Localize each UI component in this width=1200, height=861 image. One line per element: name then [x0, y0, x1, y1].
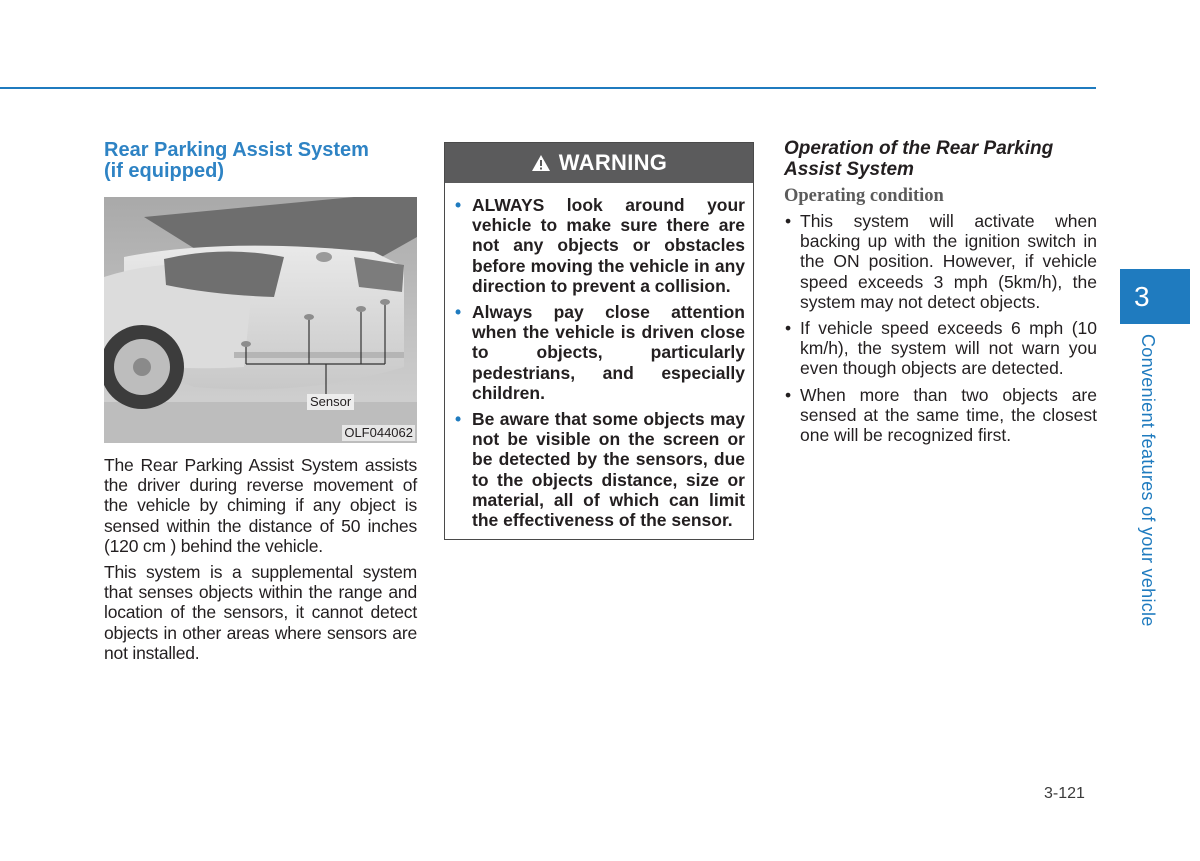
page-number: 3-121	[1044, 785, 1085, 802]
chapter-title: Convenient features of your vehicle	[1138, 334, 1158, 627]
rear-car-illustration	[104, 197, 417, 443]
supplemental-paragraph: This system is a supplemental system that senses objects within the range and location of the sensors, it cannot detect objects in other areas where sensors are not installed.	[104, 562, 417, 663]
condition-item: • If vehicle speed exceeds 6 mph (10 km/h), the system will not warn you even though objects are detected.	[785, 318, 1097, 379]
bullet-icon: •	[455, 195, 462, 215]
warning-item: • Always pay close attention when the vehicle is driven close to objects, particularly pedestrians, and especially children.	[455, 302, 745, 403]
warning-box	[444, 142, 754, 540]
header-rule	[0, 87, 1096, 89]
condition-list	[784, 211, 1097, 445]
warning-header	[445, 143, 753, 183]
section-title-line2: (if equipped)	[104, 160, 224, 182]
operating-condition-heading: Operating condition	[784, 186, 944, 206]
warning-title: WARNING	[558, 150, 668, 175]
car-drawing	[104, 197, 417, 443]
condition-item: • When more than two objects are sensed at the same time, the closest one will be recognized first.	[785, 384, 1097, 446]
figure-code: OLF044062	[344, 425, 413, 440]
section-title	[104, 140, 417, 182]
warning-item: • ALWAYS look around your vehicle to make sure there are not any objects or obstacles before moving the vehicle in any direction to prevent a collision.	[455, 195, 745, 296]
warning-item: • Be aware that some objects may not be visible on the screen or be detected by the sensors, due to the objects distance, size or material, all of which can limit the effectiveness of the sensor.	[455, 409, 745, 531]
left-column	[104, 140, 417, 663]
chapter-tab	[1120, 269, 1190, 324]
bullet-icon: •	[785, 318, 792, 339]
chapter-number: 3	[1134, 280, 1150, 312]
bullet-icon: •	[785, 211, 792, 231]
intro-paragraph: The Rear Parking Assist System assists the driver during reverse movement of the vehicle by chiming if any object is sensed within the distance of 50 inches (120 cm ) behind the vehicle.	[104, 455, 417, 556]
operation-title: Operation of the Rear Parking Assist System	[784, 138, 1054, 180]
condition-item: • This system will activate when backing up with the ignition switch in the ON position. However, if vehicle speed exceeds 3 mph (5km/h), the system may not detect objects.	[785, 211, 1097, 312]
bullet-icon: •	[785, 384, 792, 405]
right-column	[784, 138, 1097, 451]
warning-triangle-icon	[531, 154, 551, 172]
sensor-callout-label: Sensor	[307, 394, 354, 410]
bullet-icon: •	[455, 409, 462, 430]
warning-list	[445, 195, 753, 530]
bullet-icon: •	[455, 302, 462, 323]
section-title-line1: Rear Parking Assist System	[104, 139, 369, 161]
